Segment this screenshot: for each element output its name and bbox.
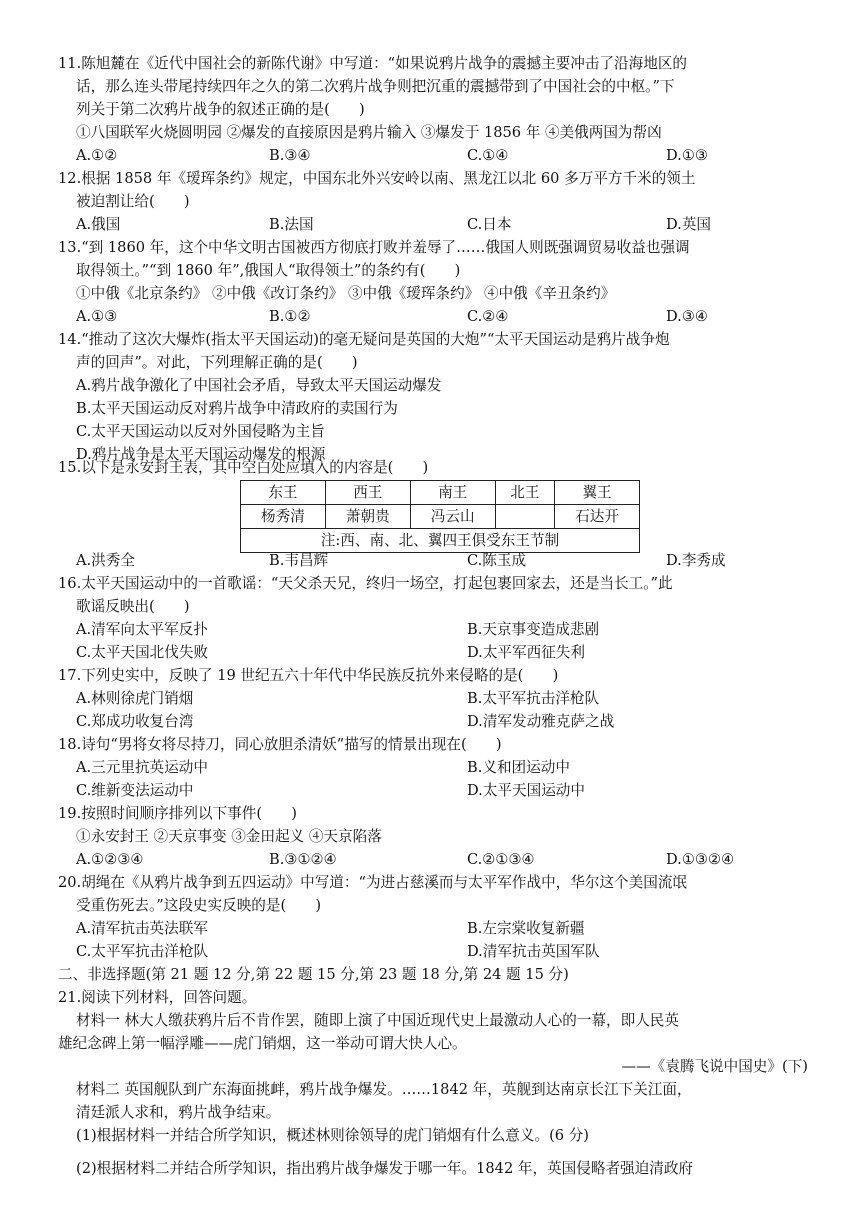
q20-options-row2 xyxy=(76,940,836,963)
table-cell: 翼王 xyxy=(555,481,640,505)
option-d[interactable]: D.清军发动雅克萨之战 xyxy=(467,713,615,730)
table-cell: 西王 xyxy=(325,481,410,505)
q15-options xyxy=(76,549,836,572)
q13-stem-line2: 取得领土。”“到 1860 年”,俄国人“取得领土”的条约有( ) xyxy=(76,262,461,279)
option-d[interactable]: D.太平军西征失利 xyxy=(467,644,585,661)
option-d[interactable]: D.③④ xyxy=(666,308,708,325)
option-c[interactable]: C.太平军抗击洋枪队 xyxy=(76,943,209,960)
q11-stem-line1: 11.陈旭麓在《近代中国社会的新陈代谢》中写道：“如果说鸦片战争的震撼主要冲击了沿海地区的 xyxy=(58,55,688,72)
q15-stem-line1: 15.以下是永安封王表，其中空白处应填入的内容是( ) xyxy=(58,459,429,476)
q12-stem-line1: 12.根据 1858 年《瑷珲条约》规定，中国东北外兴安岭以南、黑龙江以北 60 多万平方千米的领土 xyxy=(58,170,696,187)
table-cell: 冯云山 xyxy=(410,505,495,529)
option-a[interactable]: A.洪秀全 xyxy=(76,552,135,569)
option-d[interactable]: D.清军抗击英国军队 xyxy=(467,943,600,960)
option-d[interactable]: D.太平天国运动中 xyxy=(467,782,585,799)
option-a[interactable]: A.①② xyxy=(76,147,118,164)
q21-sub-question-2: (2)根据材料二并结合所学知识，指出鸦片战争爆发于哪一年。1842 年，英国侵略者强迫清政府 xyxy=(76,1160,694,1177)
option-d[interactable]: D.①③ xyxy=(666,147,708,164)
q18-stem-line1: 18.诗句“男将女将尽持刀，同心放胆杀清妖”描写的情景出现在( ) xyxy=(58,736,502,753)
q19-stem-line1: 19.按照时间顺序排列以下事件( ) xyxy=(58,805,297,822)
table-cell: 北王 xyxy=(495,481,554,505)
option-a[interactable]: A.清军向太平军反扑 xyxy=(76,621,208,638)
option-b[interactable]: B.①② xyxy=(269,308,311,325)
q11-items: ①八国联军火烧圆明园 ②爆发的直接原因是鸦片输入 ③爆发于 1856 年 ④美俄两国为帮凶 xyxy=(76,124,662,141)
table-cell: 萧朝贵 xyxy=(325,505,410,529)
option-d[interactable]: D.英国 xyxy=(666,216,712,233)
q20-stem-line1: 20.胡绳在《从鸦片战争到五四运动》中写道：“为进占慈溪而与太平军作战中，华尔这个美国流氓 xyxy=(58,874,688,891)
option-c[interactable]: C.太平天国运动以反对外国侵略为主旨 xyxy=(76,423,325,440)
table-cell: 杨秀清 xyxy=(241,505,326,529)
q20-options-row1 xyxy=(76,917,836,940)
option-b[interactable]: B.天京事变造成悲剧 xyxy=(467,621,600,638)
option-a[interactable]: A.①③ xyxy=(76,308,118,325)
q21-material1-line1: 材料一 林大人缴获鸦片后不肯作罢，随即上演了中国近现代史上最激动人心的一幕，即人民英 xyxy=(76,1012,679,1029)
option-c[interactable]: C.维新变法运动中 xyxy=(76,782,194,799)
q21-material2-line1: 材料二 英国舰队到广东海面挑衅，鸦片战争爆发。……1842 年，英舰到达南京长江下关江面， xyxy=(76,1081,692,1098)
option-d[interactable]: D.李秀成 xyxy=(666,552,726,569)
option-b[interactable]: B.③①②④ xyxy=(269,851,337,868)
table-note: 注:西、南、北、翼四王俱受东王节制 xyxy=(241,529,640,553)
option-b[interactable]: B.韦昌辉 xyxy=(269,552,329,569)
option-a[interactable]: A.清军抗击英法联军 xyxy=(76,920,208,937)
q13-items: ①中俄《北京条约》 ②中俄《改订条约》 ③中俄《瑷珲条约》 ④中俄《辛丑条约》 xyxy=(76,285,616,302)
q20-stem-line2: 受重伤死去。”这段史实反映的是( ) xyxy=(76,897,322,914)
section-heading: 二、非选择题(第 21 题 12 分,第 22 题 15 分,第 23 题 18 分,第 24 题 15 分) xyxy=(58,966,569,983)
table-cell: 东王 xyxy=(241,481,326,505)
q13-stem-line1: 13.“到 1860 年，这个中华文明古国被西方彻底打败并羞辱了……俄国人则既强调贸易收益也强调 xyxy=(58,239,690,256)
option-c[interactable]: C.日本 xyxy=(467,216,512,233)
option-b[interactable]: B.左宗棠收复新疆 xyxy=(467,920,585,937)
q14-stem-line2: 声的回声”。对此，下列理解正确的是( ) xyxy=(76,354,358,371)
q17-options-row2 xyxy=(76,710,836,733)
option-c[interactable]: C.陈玉成 xyxy=(467,552,527,569)
q11-options xyxy=(76,144,836,167)
q16-stem-line2: 歌谣反映出( ) xyxy=(76,598,190,615)
q21-material1-source: ——《袁腾飞说中国史》(下) xyxy=(621,1058,808,1075)
q12-stem-line2: 被迫割让给( ) xyxy=(76,193,190,210)
option-c[interactable]: C.太平天国北伐失败 xyxy=(76,644,209,661)
q16-options-row2 xyxy=(76,641,836,664)
q16-options-row1 xyxy=(76,618,836,641)
option-c[interactable]: C.郑成功收复台湾 xyxy=(76,713,194,730)
option-d[interactable]: D.鸦片战争是太平天国运动爆发的根源 xyxy=(76,446,326,463)
option-b[interactable]: B.法国 xyxy=(269,216,314,233)
table-row xyxy=(241,505,640,529)
q17-stem-line1: 17.下列史实中，反映了 19 世纪五六十年代中华民族反抗外来侵略的是( ) xyxy=(58,667,559,684)
q11-stem-line2: 话，那么连头带尾持续四年之久的第二次鸦片战争则把沉重的震撼带到了中国社会的中枢。”下 xyxy=(76,78,675,95)
q18-options-row1 xyxy=(76,756,836,779)
blank-cell xyxy=(495,505,554,529)
q13-options xyxy=(76,305,836,328)
table-cell: 石达开 xyxy=(555,505,640,529)
option-a[interactable]: A.林则徐虎门销烟 xyxy=(76,690,194,707)
q19-options xyxy=(76,848,836,871)
q14-stem-line1: 14.“推动了这次大爆炸(指太平天国运动)的毫无疑问是英国的大炮”“太平天国运动是鸦片战争炮 xyxy=(58,331,670,348)
table-header-row xyxy=(241,481,640,505)
option-c[interactable]: C.①④ xyxy=(467,147,509,164)
q16-stem-line1: 16.太平天国运动中的一首歌谣：“天父杀天兄，终归一场空，打起包裹回家去，还是当长工。”此 xyxy=(58,575,673,592)
q19-items: ①永安封王 ②天京事变 ③金田起义 ④天京陷落 xyxy=(76,828,382,845)
option-a[interactable]: A.鸦片战争激化了中国社会矛盾，导致太平天国运动爆发 xyxy=(76,377,442,394)
q21-stem-line1: 21.阅读下列材料，回答问题。 xyxy=(58,989,257,1006)
q18-options-row2 xyxy=(76,779,836,802)
option-d[interactable]: D.①③②④ xyxy=(666,851,735,868)
option-b[interactable]: B.太平天国运动反对鸦片战争中清政府的卖国行为 xyxy=(76,400,398,417)
option-c[interactable]: C.②④ xyxy=(467,308,509,325)
q12-options xyxy=(76,213,836,236)
option-a[interactable]: A.①②③④ xyxy=(76,851,144,868)
option-b[interactable]: B.太平军抗击洋枪队 xyxy=(467,690,600,707)
option-b[interactable]: B.义和团运动中 xyxy=(467,759,570,776)
table-cell: 南王 xyxy=(410,481,495,505)
option-a[interactable]: A.俄国 xyxy=(76,216,121,233)
q11-stem-line3: 列关于第二次鸦片战争的叙述正确的是( ) xyxy=(76,101,365,118)
q21-material1-line2: 雄纪念碑上第一幅浮雕——虎门销烟，这一举动可谓大快人心。 xyxy=(58,1035,467,1052)
q21-sub-question-1: (1)根据材料一并结合所学知识，概述林则徐领导的虎门销烟有什么意义。(6 分) xyxy=(76,1127,589,1144)
option-b[interactable]: B.③④ xyxy=(269,147,311,164)
option-c[interactable]: C.②①③④ xyxy=(467,851,535,868)
option-a[interactable]: A.三元里抗英运动中 xyxy=(76,759,208,776)
yongan-king-table xyxy=(240,480,640,553)
q17-options-row1 xyxy=(76,687,836,710)
q21-material2-line2: 清廷派人求和，鸦片战争结束。 xyxy=(76,1104,281,1121)
